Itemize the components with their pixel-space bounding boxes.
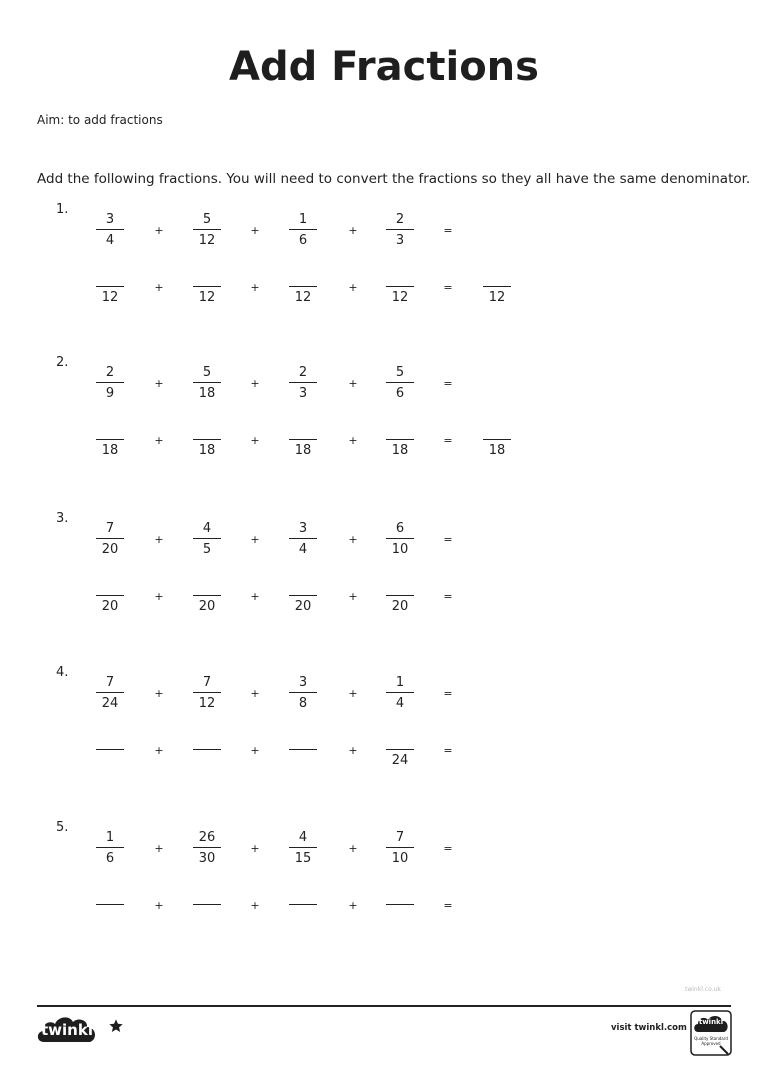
numerator: 3 (298, 675, 308, 690)
plus-sign: + (348, 590, 358, 603)
numerator[interactable] (193, 887, 221, 903)
denominator: 10 (391, 851, 409, 866)
equals-sign: = (443, 687, 453, 700)
plus-sign: + (250, 744, 260, 757)
fraction (386, 830, 414, 867)
quality-badge-icon (690, 1010, 732, 1056)
equals-sign: = (443, 842, 453, 855)
fraction-bar (386, 904, 414, 905)
denominator (289, 908, 317, 924)
denominator: 20 (101, 542, 119, 557)
fraction-bar (96, 382, 124, 383)
denominator: 18 (391, 443, 409, 458)
numerator[interactable] (289, 578, 317, 594)
equals-sign: = (443, 434, 453, 447)
fraction-bar (96, 904, 124, 905)
numerator[interactable] (386, 422, 414, 438)
numerator: 5 (395, 365, 405, 380)
denominator: 20 (391, 599, 409, 614)
plus-sign: + (348, 281, 358, 294)
numerator[interactable] (96, 422, 124, 438)
denominator (386, 908, 414, 924)
equals-sign: = (443, 533, 453, 546)
denominator: 18 (198, 386, 216, 401)
fraction (289, 365, 317, 402)
fraction-bar (386, 595, 414, 596)
plus-sign: + (154, 842, 164, 855)
equals-sign: = (443, 281, 453, 294)
denominator: 12 (198, 290, 216, 305)
plus-sign: + (250, 377, 260, 390)
plus-sign: + (250, 687, 260, 700)
numerator: 1 (395, 675, 405, 690)
fraction-bar (289, 286, 317, 287)
fraction-bar (483, 286, 511, 287)
denominator: 20 (294, 599, 312, 614)
fraction (193, 212, 221, 249)
numerator: 1 (105, 830, 115, 845)
numerator[interactable] (289, 887, 317, 903)
fraction-bar (483, 439, 511, 440)
plus-sign: + (154, 281, 164, 294)
fraction (96, 212, 124, 249)
question-number: 4. (56, 665, 69, 680)
plus-sign: + (348, 434, 358, 447)
numerator: 5 (202, 212, 212, 227)
denominator: 20 (101, 599, 119, 614)
fraction-bar (193, 692, 221, 693)
equals-sign: = (443, 224, 453, 237)
fraction[interactable] (96, 422, 124, 459)
fraction[interactable] (96, 887, 124, 924)
denominator: 30 (198, 851, 216, 866)
fraction-bar (386, 439, 414, 440)
numerator[interactable] (96, 732, 124, 748)
fraction (289, 830, 317, 867)
fraction-bar (193, 538, 221, 539)
plus-sign: + (154, 377, 164, 390)
fraction[interactable] (386, 732, 414, 769)
fraction-bar (96, 439, 124, 440)
fraction-bar (96, 229, 124, 230)
plus-sign: + (250, 842, 260, 855)
plus-sign: + (250, 434, 260, 447)
fraction (193, 830, 221, 867)
fraction (96, 830, 124, 867)
fraction (386, 365, 414, 402)
plus-sign: + (348, 224, 358, 237)
plus-sign: + (250, 533, 260, 546)
denominator: 6 (298, 233, 308, 248)
fraction (386, 521, 414, 558)
fraction-bar (289, 692, 317, 693)
fraction (193, 675, 221, 712)
numerator: 26 (198, 830, 216, 845)
numerator: 1 (298, 212, 308, 227)
fraction[interactable] (193, 578, 221, 615)
denominator (193, 753, 221, 769)
fraction-bar (289, 847, 317, 848)
fraction-bar (289, 749, 317, 750)
fraction[interactable] (386, 422, 414, 459)
fraction-bar (289, 538, 317, 539)
denominator: 12 (198, 696, 216, 711)
fraction[interactable] (483, 269, 511, 306)
equals-sign: = (443, 590, 453, 603)
numerator[interactable] (96, 269, 124, 285)
plus-sign: + (250, 590, 260, 603)
numerator: 3 (298, 521, 308, 536)
denominator: 4 (105, 233, 115, 248)
footer-divider (37, 1005, 731, 1007)
fraction[interactable] (289, 578, 317, 615)
numerator[interactable] (289, 732, 317, 748)
numerator[interactable] (483, 422, 511, 438)
fraction[interactable] (96, 578, 124, 615)
fraction[interactable] (96, 732, 124, 769)
numerator: 7 (105, 521, 115, 536)
fraction[interactable] (289, 887, 317, 924)
fraction (193, 521, 221, 558)
logo-text: twinkl (41, 1021, 93, 1039)
numerator: 7 (105, 675, 115, 690)
numerator: 6 (395, 521, 405, 536)
fraction[interactable] (483, 422, 511, 459)
denominator: 3 (395, 233, 405, 248)
fraction-bar (96, 749, 124, 750)
plus-sign: + (154, 590, 164, 603)
fraction (193, 365, 221, 402)
fraction-bar (96, 692, 124, 693)
plus-sign: + (348, 687, 358, 700)
question-number: 5. (56, 820, 69, 835)
denominator: 12 (488, 290, 506, 305)
numerator: 3 (105, 212, 115, 227)
fraction-bar (96, 538, 124, 539)
aim-text: Aim: to add fractions (37, 113, 163, 127)
denominator: 18 (294, 443, 312, 458)
fraction-bar (96, 847, 124, 848)
denominator: 18 (101, 443, 119, 458)
fraction-bar (289, 595, 317, 596)
numerator: 4 (202, 521, 212, 536)
equals-sign: = (443, 899, 453, 912)
fraction (289, 212, 317, 249)
numerator: 2 (298, 365, 308, 380)
fraction-bar (386, 538, 414, 539)
plus-sign: + (348, 377, 358, 390)
fraction-bar (193, 749, 221, 750)
numerator[interactable] (386, 269, 414, 285)
denominator: 12 (101, 290, 119, 305)
plus-sign: + (250, 899, 260, 912)
numerator[interactable] (386, 887, 414, 903)
star-icon (108, 1018, 124, 1038)
fraction[interactable] (386, 887, 414, 924)
fraction-bar (193, 904, 221, 905)
plus-sign: + (250, 224, 260, 237)
denominator: 15 (294, 851, 312, 866)
plus-sign: + (348, 842, 358, 855)
denominator: 12 (391, 290, 409, 305)
fraction (96, 675, 124, 712)
denominator (193, 908, 221, 924)
fraction-bar (193, 286, 221, 287)
denominator: 5 (202, 542, 212, 557)
denominator: 3 (298, 386, 308, 401)
denominator (96, 753, 124, 769)
plus-sign: + (154, 687, 164, 700)
numerator[interactable] (386, 732, 414, 748)
numerator[interactable] (193, 422, 221, 438)
fraction-bar (193, 382, 221, 383)
visit-link[interactable]: visit twinkl.com (611, 1023, 687, 1033)
fraction-bar (386, 749, 414, 750)
fraction (386, 212, 414, 249)
fraction-bar (289, 439, 317, 440)
denominator: 9 (105, 386, 115, 401)
fraction (289, 675, 317, 712)
fraction-bar (386, 847, 414, 848)
question-number: 3. (56, 511, 69, 526)
denominator: 18 (488, 443, 506, 458)
denominator: 12 (198, 233, 216, 248)
fraction-bar (96, 595, 124, 596)
numerator[interactable] (193, 732, 221, 748)
fraction[interactable] (386, 269, 414, 306)
site-url-small: twinkl.co.uk (685, 986, 721, 993)
denominator: 24 (391, 753, 409, 768)
denominator: 20 (198, 599, 216, 614)
plus-sign: + (348, 533, 358, 546)
twinkl-logo (34, 1012, 100, 1052)
quality-badge (690, 1010, 732, 1060)
denominator: 10 (391, 542, 409, 557)
denominator (289, 753, 317, 769)
fraction[interactable] (96, 269, 124, 306)
fraction-bar (386, 286, 414, 287)
plus-sign: + (154, 224, 164, 237)
fraction (96, 365, 124, 402)
plus-sign: + (154, 744, 164, 757)
denominator: 6 (105, 851, 115, 866)
fraction-bar (386, 229, 414, 230)
numerator: 2 (395, 212, 405, 227)
numerator[interactable] (96, 887, 124, 903)
plus-sign: + (154, 434, 164, 447)
fraction (289, 521, 317, 558)
denominator: 6 (395, 386, 405, 401)
denominator (96, 908, 124, 924)
question-number: 2. (56, 355, 69, 370)
numerator: 7 (395, 830, 405, 845)
fraction-bar (289, 382, 317, 383)
plus-sign: + (154, 899, 164, 912)
page-title: Add Fractions (229, 44, 539, 90)
fraction-bar (386, 382, 414, 383)
plus-sign: + (250, 281, 260, 294)
denominator: 4 (298, 542, 308, 557)
fraction-bar (289, 904, 317, 905)
fraction-bar (386, 692, 414, 693)
numerator: 5 (202, 365, 212, 380)
fraction-bar (193, 847, 221, 848)
denominator: 24 (101, 696, 119, 711)
fraction[interactable] (193, 422, 221, 459)
fraction-bar (193, 229, 221, 230)
numerator[interactable] (193, 269, 221, 285)
numerator: 2 (105, 365, 115, 380)
plus-sign: + (348, 899, 358, 912)
denominator: 18 (198, 443, 216, 458)
denominator: 12 (294, 290, 312, 305)
equals-sign: = (443, 744, 453, 757)
numerator: 4 (298, 830, 308, 845)
instructions-text: Add the following fractions. You will need to convert the fractions so they all have the same denominator. (37, 171, 751, 187)
numerator[interactable] (386, 578, 414, 594)
fraction[interactable] (289, 732, 317, 769)
numerator[interactable] (483, 269, 511, 285)
fraction[interactable] (289, 422, 317, 459)
badge-subtext: Quality Standard Approved (694, 1036, 728, 1046)
denominator: 4 (395, 696, 405, 711)
fraction-bar (193, 439, 221, 440)
fraction[interactable] (289, 269, 317, 306)
equals-sign: = (443, 377, 453, 390)
numerator[interactable] (96, 578, 124, 594)
fraction[interactable] (193, 887, 221, 924)
fraction-bar (289, 229, 317, 230)
numerator[interactable] (193, 578, 221, 594)
numerator: 7 (202, 675, 212, 690)
fraction[interactable] (386, 578, 414, 615)
fraction[interactable] (193, 269, 221, 306)
fraction-bar (193, 595, 221, 596)
numerator[interactable] (289, 269, 317, 285)
denominator: 8 (298, 696, 308, 711)
numerator[interactable] (289, 422, 317, 438)
plus-sign: + (154, 533, 164, 546)
fraction-bar (96, 286, 124, 287)
fraction (386, 675, 414, 712)
plus-sign: + (348, 744, 358, 757)
fraction[interactable] (193, 732, 221, 769)
fraction (96, 521, 124, 558)
badge-logo-text: twinkl (698, 1018, 724, 1026)
question-number: 1. (56, 202, 69, 217)
